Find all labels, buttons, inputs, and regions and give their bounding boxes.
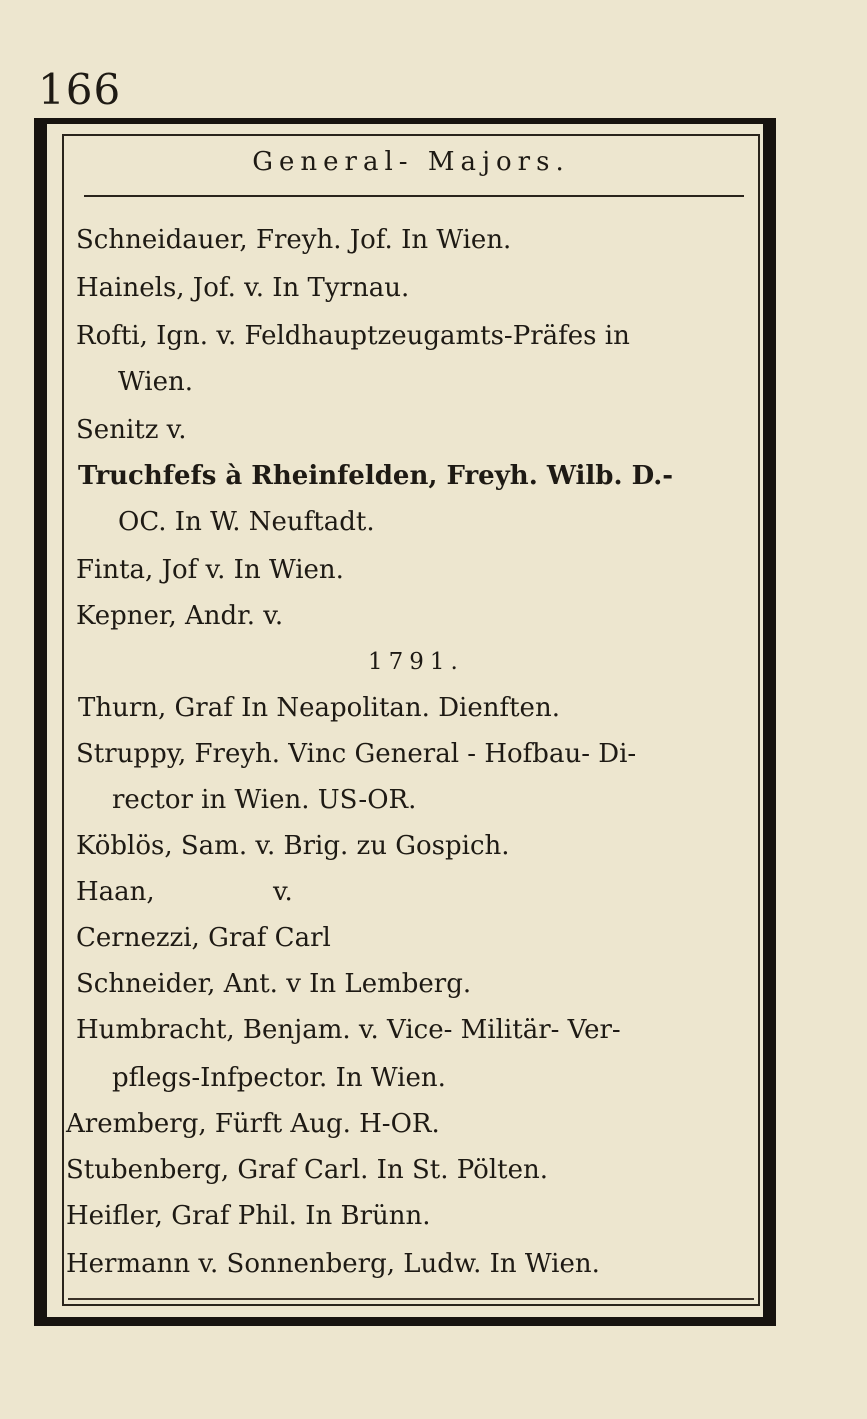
entry-continuation: pflegs-Infpector. In Wien.: [112, 1063, 446, 1093]
entry-line: Cernezzi, Graf Carl: [76, 923, 331, 953]
year-heading: 1791.: [368, 649, 464, 675]
entry-continuation: Wien.: [118, 367, 193, 397]
entry-continuation: rector in Wien. US-OR.: [112, 785, 417, 815]
entry-continuation: OC. In W. Neuftadt.: [118, 507, 375, 537]
entry-line: Hainels, Jof. v. In Tyrnau.: [76, 273, 410, 303]
entry-line: Finta, Jof v. In Wien.: [76, 555, 344, 585]
entry-line: Thurn, Graf In Neapolitan. Dienften.: [78, 693, 560, 723]
entry-line: Heifler, Graf Phil. In Brünn.: [66, 1201, 431, 1231]
entry-line: Stubenberg, Graf Carl. In St. Pölten.: [66, 1155, 548, 1185]
bottom-rule: [68, 1298, 754, 1300]
entry-line: Kepner, Andr. v.: [76, 601, 284, 631]
entry-line: Hermann v. Sonnenberg, Ludw. In Wien.: [66, 1249, 600, 1279]
section-heading: General- Majors.: [252, 147, 570, 177]
entry-line: Schneidauer, Freyh. Jof. In Wien.: [76, 225, 512, 255]
entry-line: Truchfefs à Rheinfelden, Freyh. Wilb. D.-: [78, 461, 674, 491]
entry-line: Humbracht, Benjam. v. Vice- Militär- Ver-: [76, 1015, 621, 1045]
entry-line: Senitz v.: [76, 415, 187, 445]
page-number: 166: [38, 65, 122, 114]
entry-line: Köblös, Sam. v. Brig. zu Gospich.: [76, 831, 510, 861]
entry-line: Aremberg, Fürft Aug. H-OR.: [66, 1109, 440, 1139]
entry-line: Schneider, Ant. v In Lemberg.: [76, 969, 472, 999]
entry-line: Struppy, Freyh. Vinc General - Hofbau- Di-: [76, 739, 637, 769]
entry-line: Rofti, Ign. v. Feldhauptzeugamts-Präfes in: [76, 321, 630, 351]
entry-line: Haan, v.: [76, 877, 293, 907]
